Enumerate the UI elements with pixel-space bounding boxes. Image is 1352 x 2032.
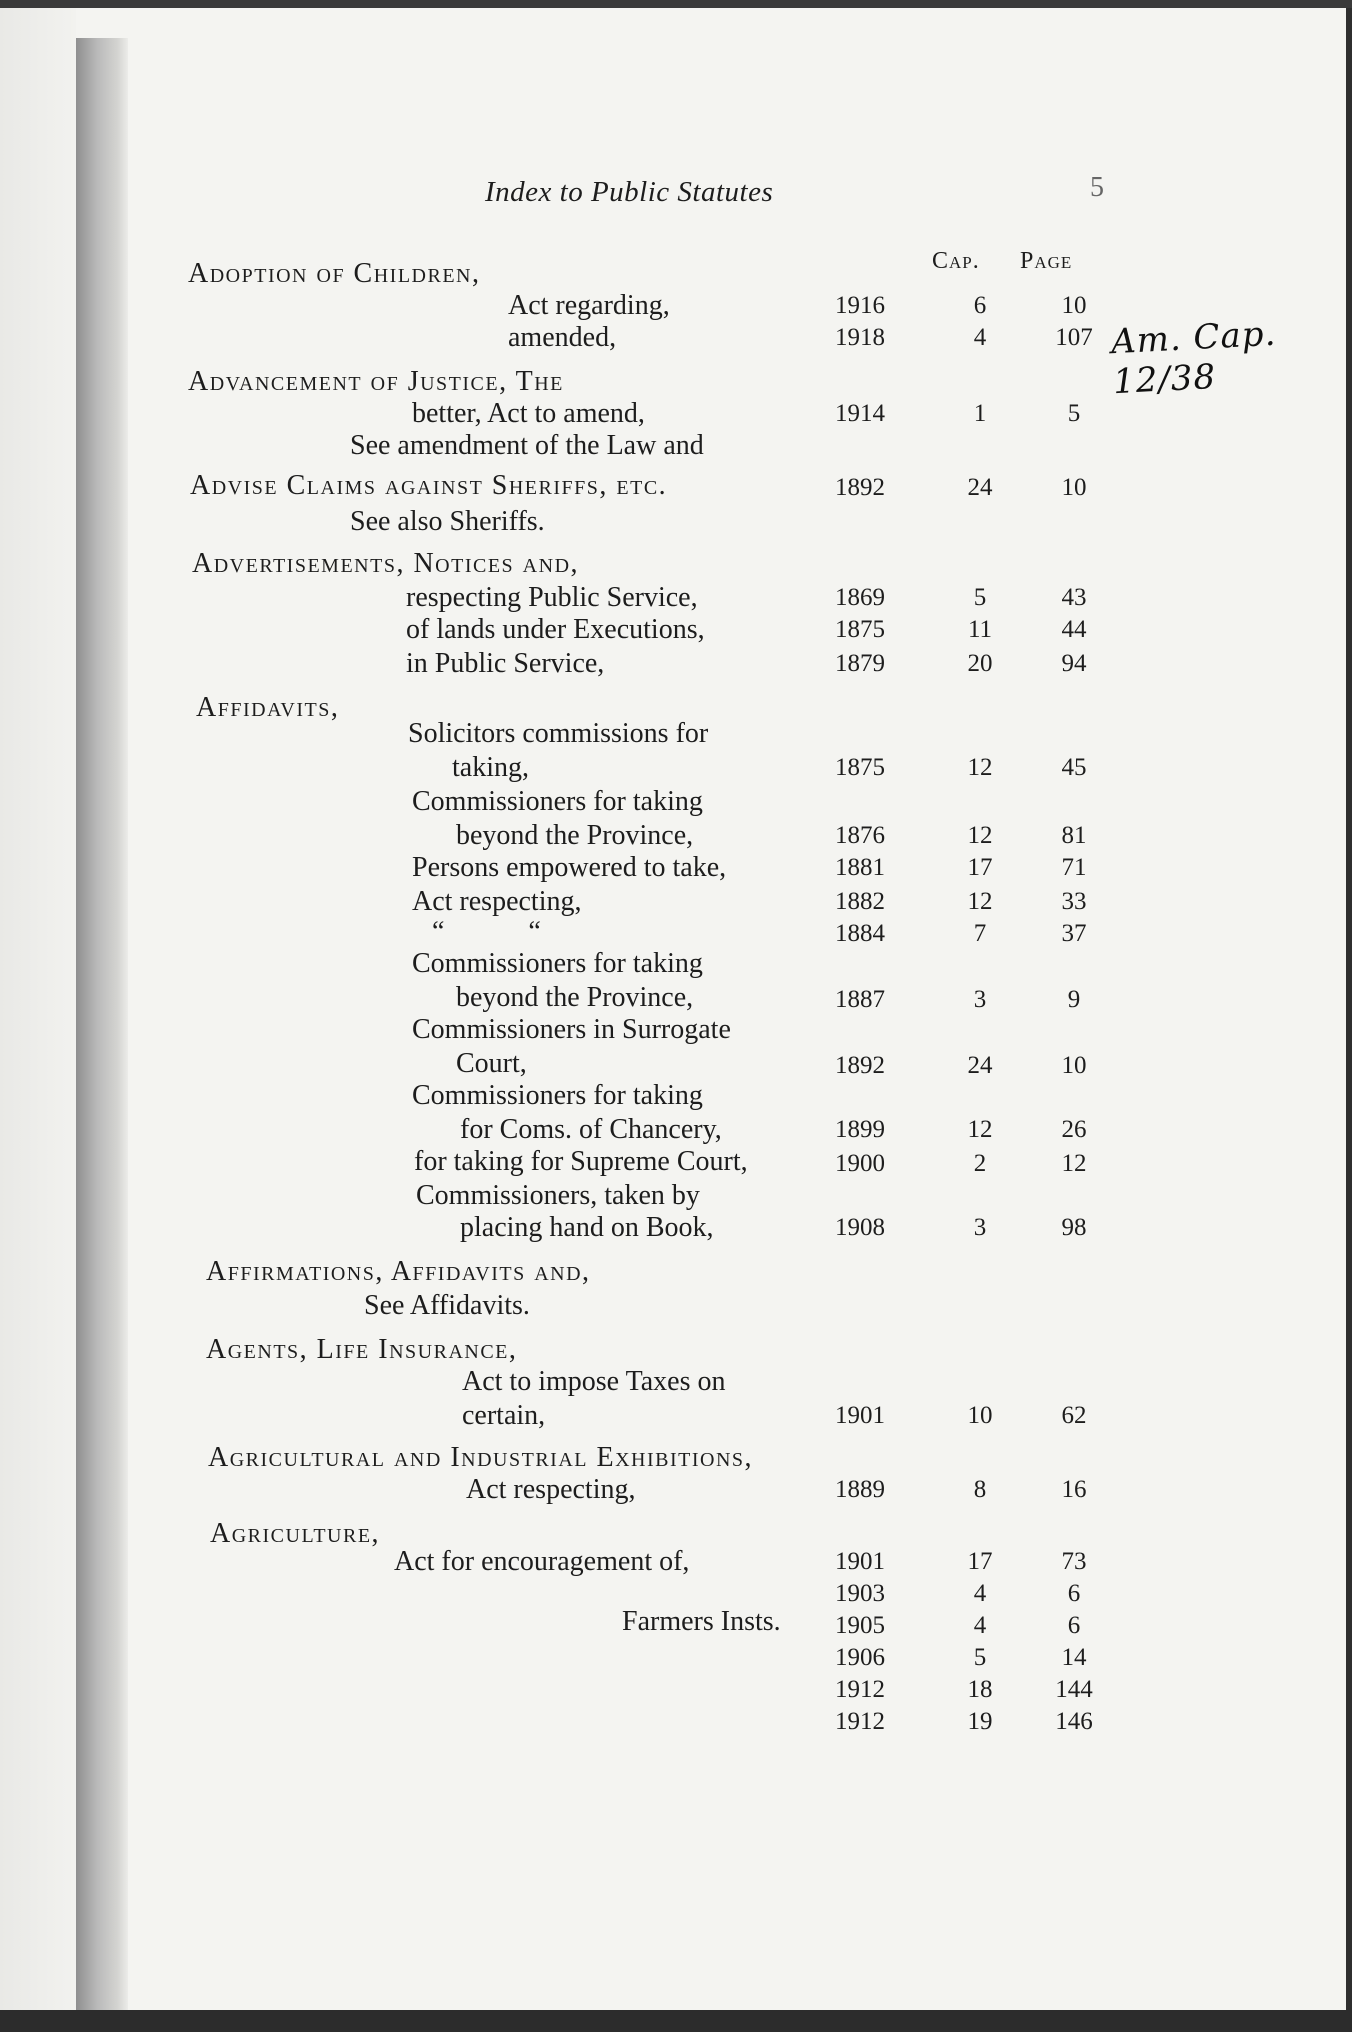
year-cell: 1906	[835, 1644, 885, 1671]
cap-cell: 5	[973, 584, 987, 611]
page-cell: 44	[1061, 616, 1087, 643]
page-cell: 144	[1055, 1676, 1093, 1703]
year-cell: 1869	[835, 584, 885, 611]
year-cell: 1881	[835, 854, 885, 881]
page-cell: 33	[1061, 888, 1087, 915]
cap-column-header: Cap.	[932, 248, 980, 274]
index-subentry: Act regarding,	[508, 290, 670, 321]
index-subentry: “ “	[432, 916, 541, 947]
handwritten-margin-note: Am. Cap. 12/38	[1110, 313, 1278, 403]
index-subentry: in Public Service,	[406, 648, 605, 679]
cap-cell: 24	[967, 474, 993, 501]
cap-cell: 19	[967, 1708, 993, 1735]
page-cell: 81	[1061, 822, 1087, 849]
facing-page-edge	[0, 8, 76, 2024]
index-subentry: beyond the Province,	[456, 982, 694, 1013]
page-column-header: Page	[1020, 248, 1073, 274]
cap-cell: 4	[973, 1612, 987, 1639]
index-subentry: taking,	[452, 752, 529, 783]
cap-cell: 17	[967, 854, 993, 881]
scan-bottom-edge	[0, 2010, 1352, 2032]
cap-cell: 2	[973, 1150, 987, 1177]
cap-cell: 3	[973, 1214, 987, 1241]
page-cell: 43	[1061, 584, 1087, 611]
index-heading: Agriculture,	[210, 1518, 381, 1549]
index-heading: Agents, Life Insurance,	[206, 1334, 518, 1365]
index-subentry: Act for encouragement of,	[394, 1546, 690, 1577]
book-spine-shadow	[76, 38, 128, 2018]
cap-cell: 4	[973, 324, 987, 351]
index-subentry: Solicitors commissions for	[408, 718, 709, 749]
index-heading: Affirmations, Affidavits and,	[206, 1256, 591, 1287]
page-cell: 37	[1061, 920, 1087, 947]
cap-cell: 10	[967, 1402, 993, 1429]
year-cell: 1875	[835, 616, 885, 643]
page-cell: 71	[1061, 854, 1087, 881]
page-cell: 12	[1061, 1150, 1087, 1177]
year-cell: 1884	[835, 920, 885, 947]
cap-cell: 5	[973, 1644, 987, 1671]
year-cell: 1882	[835, 888, 885, 915]
cap-cell: 12	[967, 754, 993, 781]
cap-cell: 17	[967, 1548, 993, 1575]
page-cell: 5	[1067, 400, 1081, 427]
index-subentry: Act respecting,	[466, 1474, 636, 1505]
page-cell: 10	[1061, 474, 1087, 501]
page-cell: 10	[1061, 1052, 1087, 1079]
index-heading: Agricultural and Industrial Exhibitions,	[208, 1442, 754, 1473]
cap-cell: 12	[967, 822, 993, 849]
index-heading: Adoption of Children,	[188, 258, 481, 289]
cap-cell: 7	[973, 920, 987, 947]
cap-cell: 12	[967, 888, 993, 915]
index-subentry: Commissioners in Surrogate	[412, 1014, 731, 1045]
index-subentry: Commissioners for taking	[412, 786, 703, 817]
year-cell: 1903	[835, 1580, 885, 1607]
year-cell: 1914	[835, 400, 885, 427]
year-cell: 1908	[835, 1214, 885, 1241]
page-cell: 16	[1061, 1476, 1087, 1503]
index-heading: Advancement of Justice, The	[188, 366, 564, 397]
page-cell: 6	[1067, 1580, 1081, 1607]
index-subentry: of lands under Executions,	[406, 614, 705, 645]
year-cell: 1876	[835, 822, 885, 849]
index-subentry: Commissioners for taking	[412, 1080, 703, 1111]
index-subentry: Commissioners, taken by	[416, 1180, 700, 1211]
year-cell: 1875	[835, 754, 885, 781]
year-cell: 1901	[835, 1548, 885, 1575]
cap-cell: 3	[973, 986, 987, 1013]
index-subentry: better, Act to amend,	[412, 398, 645, 429]
index-subentry: Court,	[456, 1048, 527, 1079]
index-subentry: beyond the Province,	[456, 820, 694, 851]
index-subentry: for Coms. of Chancery,	[460, 1114, 722, 1145]
page-cell: 26	[1061, 1116, 1087, 1143]
year-cell: 1912	[835, 1676, 885, 1703]
cap-cell: 20	[967, 650, 993, 677]
year-cell: 1905	[835, 1612, 885, 1639]
index-subentry: Commissioners for taking	[412, 948, 703, 979]
page-cell: 45	[1061, 754, 1087, 781]
cap-cell: 6	[973, 292, 987, 319]
year-cell: 1918	[835, 324, 885, 351]
running-head: Index to Public Statutes	[485, 176, 774, 208]
index-subentry: See Affidavits.	[364, 1290, 530, 1321]
page-cell: 9	[1067, 986, 1081, 1013]
index-heading: Advertisements, Notices and,	[192, 548, 580, 579]
year-cell: 1889	[835, 1476, 885, 1503]
index-subentry: placing hand on Book,	[460, 1212, 714, 1243]
index-subentry: certain,	[462, 1400, 546, 1431]
year-cell: 1916	[835, 292, 885, 319]
page-cell: 6	[1067, 1612, 1081, 1639]
cap-cell: 4	[973, 1580, 987, 1607]
index-subentry: amended,	[508, 322, 617, 353]
year-cell: 1901	[835, 1402, 885, 1429]
cap-cell: 8	[973, 1476, 987, 1503]
page-number: 5	[1090, 172, 1104, 203]
page-cell: 62	[1061, 1402, 1087, 1429]
year-cell: 1912	[835, 1708, 885, 1735]
year-cell: 1899	[835, 1116, 885, 1143]
index-subentry: See also Sheriffs.	[350, 506, 545, 537]
year-cell: 1900	[835, 1150, 885, 1177]
year-cell: 1892	[835, 1052, 885, 1079]
page-cell: 10	[1061, 292, 1087, 319]
index-subentry: Farmers Insts.	[622, 1606, 781, 1637]
index-subentry: Persons empowered to take,	[412, 852, 727, 883]
cap-cell: 11	[967, 616, 993, 643]
index-subentry: for taking for Supreme Court,	[414, 1146, 748, 1177]
year-cell: 1879	[835, 650, 885, 677]
cap-cell: 1	[973, 400, 987, 427]
index-subentry: Act to impose Taxes on	[462, 1366, 726, 1397]
cap-cell: 18	[967, 1676, 993, 1703]
index-heading: Affidavits,	[196, 692, 340, 723]
index-heading: Advise Claims against Sheriffs, etc.	[190, 470, 668, 501]
index-subentry: See amendment of the Law and	[350, 430, 704, 461]
cap-cell: 24	[967, 1052, 993, 1079]
page-cell: 94	[1061, 650, 1087, 677]
page-cell: 73	[1061, 1548, 1087, 1575]
cap-cell: 12	[967, 1116, 993, 1143]
page-cell: 146	[1055, 1708, 1093, 1735]
scan-top-edge	[0, 0, 1352, 8]
index-subentry: Act respecting,	[412, 886, 582, 917]
year-cell: 1887	[835, 986, 885, 1013]
page-cell: 98	[1061, 1214, 1087, 1241]
index-subentry: respecting Public Service,	[406, 582, 698, 613]
page-cell: 14	[1061, 1644, 1087, 1671]
year-cell: 1892	[835, 474, 885, 501]
page-cell: 107	[1055, 324, 1093, 351]
